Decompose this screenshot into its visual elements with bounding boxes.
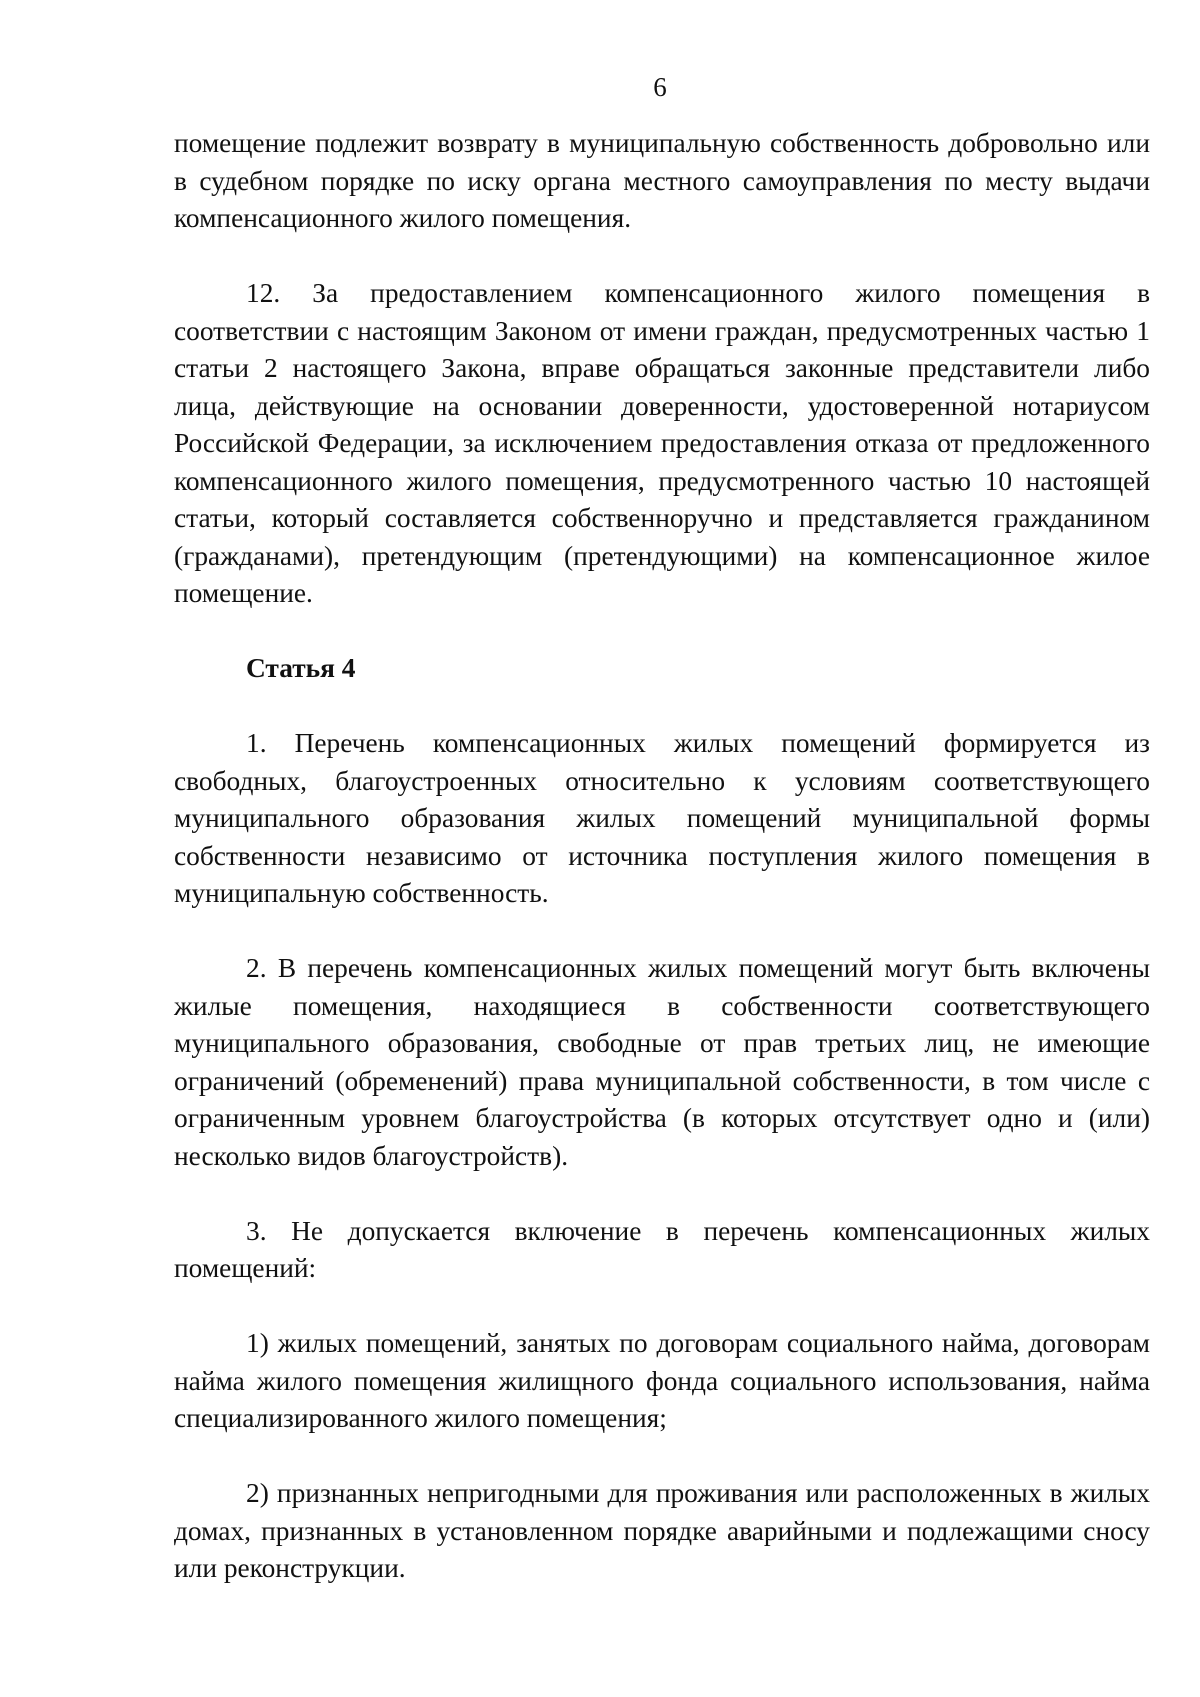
document-body	[174, 125, 1150, 1588]
paragraph-12: 12. За предоставлением компенсационного жилого помещения в соответствии с настоящим Законом от имени граждан, предусмотренных частью 1 статьи 2 настоящего Закона, вправе обращаться законные представители либо лица, действующие на основании доверенности, удостоверенной нотариусом Российской Федерации, за исключением предоставления отказа от предложенного компенсационного жилого помещения, предусмотренного частью 10 настоящей статьи, который составляется собственноручно и представляется гражданином (гражданами), претендующим (претендующими) на компенсационное жилое помещение.	[174, 278, 1150, 608]
article-4-item-2: 2) признанных непригодными для проживания или расположенных в жилых домах, признанных в установленном порядке аварийными и подлежащими сносу или реконструкции.	[174, 1478, 1150, 1583]
page-number: 6	[653, 72, 667, 102]
article-4-item-1: 1) жилых помещений, занятых по договорам социального найма, договорам найма жилого помещения жилищного фонда социального использования, найма специализированного жилого помещения;	[174, 1328, 1150, 1433]
article-4-heading: Статья 4	[246, 653, 356, 683]
paragraph-continuation: помещение подлежит возврату в муниципальную собственность добровольно или в судебном порядке по иску органа местного самоуправления по месту выдачи компенсационного жилого помещения.	[174, 128, 1150, 233]
article-4-paragraph-2: 2. В перечень компенсационных жилых помещений могут быть включены жилые помещения, находящиеся в собственности соответствующего муниципального образования, свободные от прав третьих лиц, не имеющие ограничений (обременений) права муниципальной собственности, в том числе с ограниченным уровнем благоустройства (в которых отсутствует одно и (или) несколько видов благоустройств).	[174, 953, 1150, 1171]
article-4-paragraph-1: 1. Перечень компенсационных жилых помещений формируется из свободных, благоустроенных относительно к условиям соответствующего муниципального образования жилых помещений муниципальной формы собственности независимо от источника поступления жилого помещения в муниципальную собственность.	[174, 728, 1150, 908]
article-4-paragraph-3: 3. Не допускается включение в перечень компенсационных жилых помещений:	[174, 1215, 1150, 1283]
